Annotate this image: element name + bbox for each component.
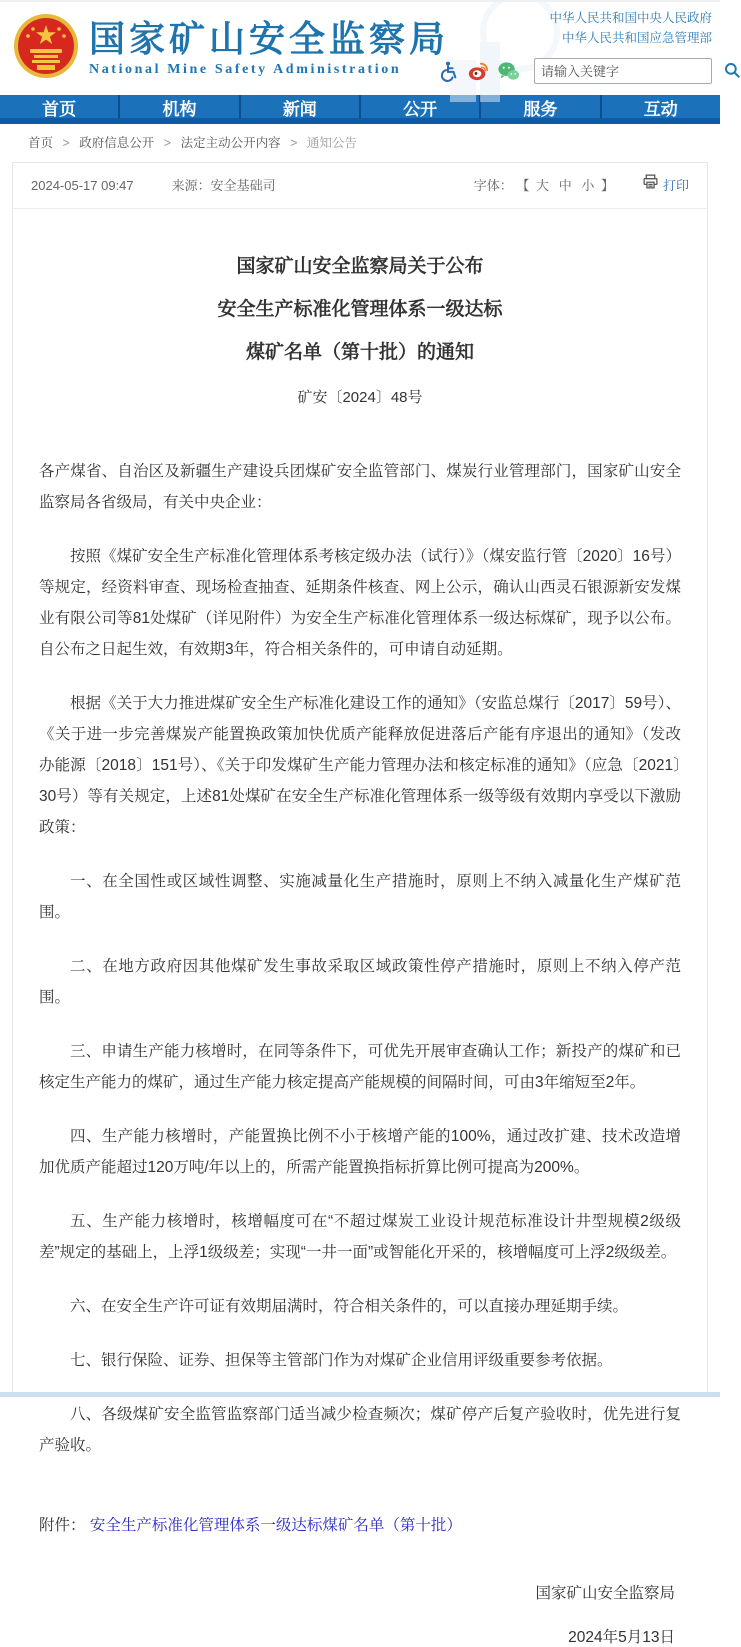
site-header: [0, 2, 720, 95]
accessibility-icon[interactable]: [436, 59, 460, 83]
attachment-row: [13, 1513, 707, 1535]
article-body: [13, 429, 707, 1461]
font-size-medium[interactable]: 中: [558, 177, 572, 193]
article-card: [12, 162, 708, 1646]
gov-links: [549, 8, 712, 48]
breadcrumb-item-notices: 通知公告: [306, 136, 357, 150]
article-paragraph: 各产煤省、自治区及新疆生产建设兵团煤矿安全监管部门、煤炭行业管理部门，国家矿山安全监察局各省级局，有关中央企业：: [39, 463, 681, 511]
article-source: 来源：安全基础司: [171, 177, 276, 193]
article-paragraph: 一、在全国性或区域性调整、实施减量化生产措施时，原则上不纳入减量化生产煤矿范围。: [39, 873, 681, 921]
breadcrumb: [0, 124, 720, 159]
site-subtitle: National Mine Safety Administration: [89, 62, 402, 77]
article-paragraph: 七、银行保险、证券、担保等主管部门作为对煤矿企业信用评级重要参考依据。: [70, 1352, 613, 1369]
site-title: 国家矿山安全监察局: [89, 19, 450, 59]
main-nav: [0, 95, 720, 124]
nav-item-news[interactable]: 新闻: [241, 95, 361, 118]
breadcrumb-separator: >: [290, 136, 298, 150]
article-paragraph: 按照《煤矿安全生产标准化管理体系考核定级办法（试行）》（煤安监行管〔2020〕16号）等规定，经资料审查、现场检查抽查、延期条件核查、网上公示，确认山西灵石银源新安发煤业有限公司等81处煤矿（详见附件）为安全生产标准化管理体系一级达标煤矿，现予以公布。自公布之日起生效，有效期3年，符合相关条件的，可申请自动延期。: [39, 548, 681, 658]
search-box: [534, 58, 712, 84]
print-button[interactable]: [642, 163, 689, 209]
printer-icon: [642, 163, 659, 209]
national-emblem-icon: [13, 13, 79, 84]
article-paragraph: 三、申请生产能力核增时，在同等条件下，可优先开展审查确认工作；新投产的煤矿和已核定生产能力的煤矿，通过生产能力核定提高产能规模的间隔时间，可由3年缩短至2年。: [39, 1043, 681, 1091]
footer-strip: [0, 1392, 720, 1397]
article-paragraph: 根据《关于大力推进煤矿安全生产标准化建设工作的通知》（安监总煤行〔2017〕59号）、《关于进一步完善煤炭产能置换政策加快优质产能释放促进落后产能有序退出的通知》（发改办能源〔2018〕151号）、《关于印发煤矿生产能力管理办法和核定标准的通知》（应急〔2021〕30号）等有关规定，上述81处煤矿在安全生产标准化管理体系一级等级有效期内享受以下激励政策：: [39, 695, 681, 836]
font-size-control: [474, 163, 614, 209]
breadcrumb-item-gov-info[interactable]: 政府信息公开: [79, 136, 155, 150]
font-size-small[interactable]: 小: [581, 177, 595, 193]
article-paragraph: 五、生产能力核增时，核增幅度可在“不超过煤炭工业设计规范标准设计井型规模2级级差”规定的基础上，上浮1级级差；实现“一井一面”或智能化开采的，核增幅度可上浮2级级差。: [39, 1213, 681, 1261]
wechat-icon[interactable]: [496, 59, 520, 83]
bracket-open: 【: [516, 177, 530, 193]
weibo-icon[interactable]: [466, 59, 490, 83]
nav-item-interaction[interactable]: 互动: [643, 100, 678, 119]
attachment-label: 附件：: [39, 1517, 86, 1534]
article-paragraph: 四、生产能力核增时，产能置换比例不小于核增产能的100%，通过改扩建、技术改造增加优质产能超过120万吨/年以上的，所需产能置换指标折算比例可提高为200%。: [39, 1128, 681, 1176]
nav-item-organization[interactable]: 机构: [120, 95, 240, 118]
signature-date: 2024年5月13日: [568, 1629, 675, 1646]
breadcrumb-separator: >: [163, 136, 172, 150]
breadcrumb-separator: >: [62, 136, 70, 150]
breadcrumb-item-statutory-disclosure[interactable]: 法定主动公开内容: [180, 136, 281, 150]
doc-number: 矿安〔2024〕48号: [297, 389, 423, 406]
article-title: [13, 245, 707, 374]
font-size-large[interactable]: 大: [536, 177, 550, 193]
article-meta: [13, 163, 707, 209]
article-title-line-3: 煤矿名单（第十批）的通知: [245, 342, 474, 363]
gov-link-central-government[interactable]: 中华人民共和国中央人民政府: [549, 11, 712, 25]
bracket-close: 】: [600, 177, 614, 193]
font-size-label: 字体：: [473, 177, 513, 193]
site-logo[interactable]: [13, 13, 449, 84]
nav-item-services[interactable]: 服务: [481, 95, 601, 118]
signature-block: [13, 1581, 707, 1647]
breadcrumb-item-home[interactable]: 首页: [28, 136, 54, 150]
search-icon: [723, 61, 741, 82]
article-title-line-2: 安全生产标准化管理体系一级达标: [217, 299, 503, 320]
publish-date: 2024-05-17 09:47: [31, 177, 134, 193]
article-title-line-1: 国家矿山安全监察局关于公布: [236, 256, 484, 277]
article-paragraph: 八、各级煤矿安全监管监察部门适当减少检查频次；煤矿停产后复产验收时，优先进行复产验收。: [39, 1406, 681, 1454]
gov-link-emergency-ministry[interactable]: 中华人民共和国应急管理部: [561, 31, 712, 45]
nav-item-disclosure[interactable]: 公开: [361, 95, 481, 118]
search-input[interactable]: [535, 64, 723, 79]
attachment-link[interactable]: 安全生产标准化管理体系一级达标煤矿名单（第十批）: [89, 1517, 462, 1534]
nav-item-home[interactable]: 首页: [0, 95, 120, 118]
header-tools: [436, 58, 712, 84]
search-button[interactable]: [723, 59, 741, 83]
article-paragraph: 六、在安全生产许可证有效期届满时，符合相关条件的，可以直接办理延期手续。: [70, 1298, 629, 1315]
print-label: 打印: [662, 177, 689, 193]
signature-org: 国家矿山安全监察局: [535, 1585, 675, 1602]
article-paragraph: 二、在地方政府因其他煤矿发生事故采取区域政策性停产措施时，原则上不纳入停产范围。: [39, 958, 681, 1006]
